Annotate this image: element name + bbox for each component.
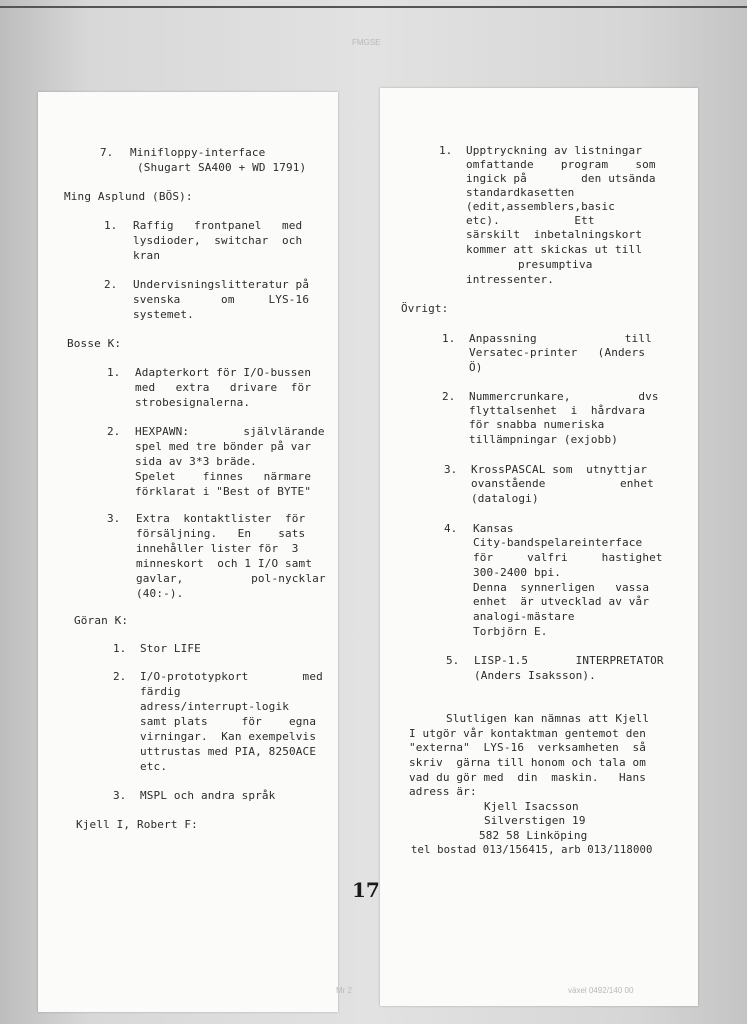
bosse-item-2-number: 2. bbox=[107, 425, 121, 438]
ming-item-2-number: 2. bbox=[104, 278, 118, 291]
ming-item-2-line: svenska om LYS-16 bbox=[133, 293, 310, 306]
ovrigt-item-2-line: Nummercrunkare, dvs bbox=[469, 390, 659, 403]
ovrigt-item-4-line: för valfri hastighet bbox=[473, 551, 663, 564]
goran-item-2-line: I/O-prototypkort med bbox=[140, 670, 323, 683]
goran-item-3-line: MSPL och andra språk bbox=[140, 789, 276, 802]
goran-item-2-line: uttrustas med PIA, 8250ACE bbox=[140, 745, 317, 758]
ovrigt-item-1-line: Versatec-printer (Anders bbox=[469, 346, 646, 359]
ovrigt-item-2-number: 2. bbox=[442, 390, 456, 403]
faint-footer-left: Mr 2 bbox=[336, 986, 352, 995]
ovrigt-item-1-line: Anpassning till bbox=[469, 332, 652, 345]
address-phone: tel bostad 013/156415, arb 013/118000 bbox=[411, 844, 653, 856]
goran-item-1-number: 1. bbox=[113, 642, 127, 655]
ovrigt-item-1-line: Ö) bbox=[469, 361, 483, 374]
address-name: Kjell Isacsson bbox=[484, 800, 579, 813]
goran-item-1-line: Stor LIFE bbox=[140, 642, 201, 655]
ovrigt-item-5-line: LISP-1.5 INTERPRETATOR bbox=[474, 654, 664, 667]
ovrigt-item-2-line: tillämpningar (exjobb) bbox=[469, 433, 618, 446]
ovrigt-item-3-line: KrossPASCAL som utnyttjar bbox=[471, 463, 648, 476]
ovrigt-item-5-line: (Anders Isaksson). bbox=[474, 669, 596, 682]
bosse-item-3-line: minneskort och 1 I/O samt bbox=[136, 557, 313, 570]
ovrigt-item-3-line: ovanstående enhet bbox=[471, 477, 654, 490]
bosse-item-1-number: 1. bbox=[107, 366, 121, 379]
faint-footer-right: växel 0492/140 00 bbox=[568, 986, 634, 995]
closing-paragraph-line: Slutligen kan nämnas att Kjell bbox=[446, 712, 650, 725]
ovrigt-item-3-line: (datalogi) bbox=[471, 492, 539, 505]
right-item-1-line: ingick på den utsända bbox=[466, 172, 656, 185]
ovrigt-item-4-line: enhet är utvecklad av vår bbox=[473, 595, 650, 608]
bosse-item-1-line: Adapterkort för I/O-bussen bbox=[135, 366, 312, 379]
right-item-1-number: 1. bbox=[439, 144, 453, 157]
ming-item-1-number: 1. bbox=[104, 219, 118, 232]
address-city: 582 58 Linköping bbox=[479, 829, 588, 842]
bosse-item-2-line: spel med tre bönder på var bbox=[135, 440, 312, 453]
ovrigt-item-4-number: 4. bbox=[444, 522, 458, 535]
right-item-1-line: etc). Ett bbox=[466, 214, 595, 227]
ovrigt-item-4-line: Kansas bbox=[473, 522, 514, 535]
bosse-item-1-line: strobesignalerna. bbox=[135, 396, 251, 409]
bosse-item-2-line: förklarat i "Best of BYTE" bbox=[135, 485, 312, 498]
right-item-1-line: standardkasetten bbox=[466, 186, 575, 199]
ming-heading: Ming Asplund (BÖS): bbox=[64, 190, 193, 203]
ming-item-2-line: Undervisningslitteratur på bbox=[133, 278, 310, 291]
top-rule bbox=[0, 6, 747, 8]
right-item-1-line: kommer att skickas ut till bbox=[466, 243, 643, 256]
ming-item-1-line: kran bbox=[133, 249, 161, 262]
right-item-1-line: särskilt inbetalningskort bbox=[466, 228, 643, 241]
bosse-item-3-line: gavlar, pol-nycklar bbox=[136, 572, 326, 585]
bosse-item-2-line: Spelet finnes närmare bbox=[135, 470, 312, 483]
bosse-heading: Bosse K: bbox=[67, 337, 122, 350]
bosse-item-3-line: Extra kontaktlister för bbox=[136, 512, 306, 525]
right-item-1-line: Upptryckning av listningar bbox=[466, 144, 643, 157]
goran-item-3-number: 3. bbox=[113, 789, 127, 802]
right-item-1-line: intressenter. bbox=[466, 273, 555, 286]
item-7-line: (Shugart SA400 + WD 1791) bbox=[137, 161, 307, 174]
ovrigt-heading: Övrigt: bbox=[401, 302, 449, 315]
bosse-item-3-line: (40:-). bbox=[136, 587, 184, 600]
right-item-1-line: omfattande program som bbox=[466, 158, 656, 171]
address-street: Silverstigen 19 bbox=[484, 814, 586, 827]
bosse-item-1-line: med extra drivare för bbox=[135, 381, 312, 394]
closing-paragraph-line: adress är: bbox=[409, 785, 477, 798]
ovrigt-item-4-line: Denna synnerligen vassa bbox=[473, 581, 650, 594]
bosse-item-3-line: försäljning. En sats bbox=[136, 527, 306, 540]
page-number: 17 bbox=[352, 878, 380, 902]
ming-item-2-line: systemet. bbox=[133, 308, 194, 321]
goran-item-2-line: virningar. Kan exempelvis bbox=[140, 730, 317, 743]
kjell-robert-heading: Kjell I, Robert F: bbox=[76, 818, 198, 831]
ovrigt-item-2-line: flyttalsenhet i hårdvara bbox=[469, 404, 646, 417]
closing-paragraph-line: skriv gärna till honom och tala om bbox=[409, 756, 647, 769]
goran-item-2-line: samt plats för egna bbox=[140, 715, 317, 728]
bosse-item-3-number: 3. bbox=[107, 512, 121, 525]
goran-item-2-line: etc. bbox=[140, 760, 168, 773]
right-item-1-line: presumptiva bbox=[518, 258, 593, 271]
goran-heading: Göran K: bbox=[74, 614, 129, 627]
ming-item-1-line: lysdioder, switchar och bbox=[133, 234, 303, 247]
ming-item-1-line: Raffig frontpanel med bbox=[133, 219, 303, 232]
ovrigt-item-4-line: Torbjörn E. bbox=[473, 625, 548, 638]
right-item-1-line: (edit,assemblers,basic bbox=[466, 200, 615, 213]
ovrigt-item-4-line: City-bandspelareinterface bbox=[473, 536, 643, 549]
ovrigt-item-2-line: för snabba numeriska bbox=[469, 418, 605, 431]
closing-paragraph-line: vad du gör med din maskin. Hans bbox=[409, 771, 647, 784]
ovrigt-item-4-line: analogi-mästare bbox=[473, 610, 575, 623]
closing-paragraph-line: "externa" LYS-16 verksamheten så bbox=[409, 741, 647, 754]
bosse-item-3-line: innehåller lister för 3 bbox=[136, 542, 299, 555]
item-7-number: 7. bbox=[100, 146, 114, 159]
goran-item-2-number: 2. bbox=[113, 670, 127, 683]
bosse-item-2-line: HEXPAWN: självlärande bbox=[135, 425, 325, 438]
closing-paragraph-line: I utgör vår kontaktman gentemot den bbox=[409, 727, 647, 740]
goran-item-2-line: färdig bbox=[140, 685, 181, 698]
ovrigt-item-1-number: 1. bbox=[442, 332, 456, 345]
faint-top-mark: FMGSE bbox=[352, 38, 381, 47]
item-7-line: Minifloppy-interface bbox=[130, 146, 266, 159]
ovrigt-item-5-number: 5. bbox=[446, 654, 460, 667]
ovrigt-item-4-line: 300-2400 bpi. bbox=[473, 566, 562, 579]
goran-item-2-line: adress/interrupt-logik bbox=[140, 700, 289, 713]
bosse-item-2-line: sida av 3*3 bräde. bbox=[135, 455, 257, 468]
ovrigt-item-3-number: 3. bbox=[444, 463, 458, 476]
